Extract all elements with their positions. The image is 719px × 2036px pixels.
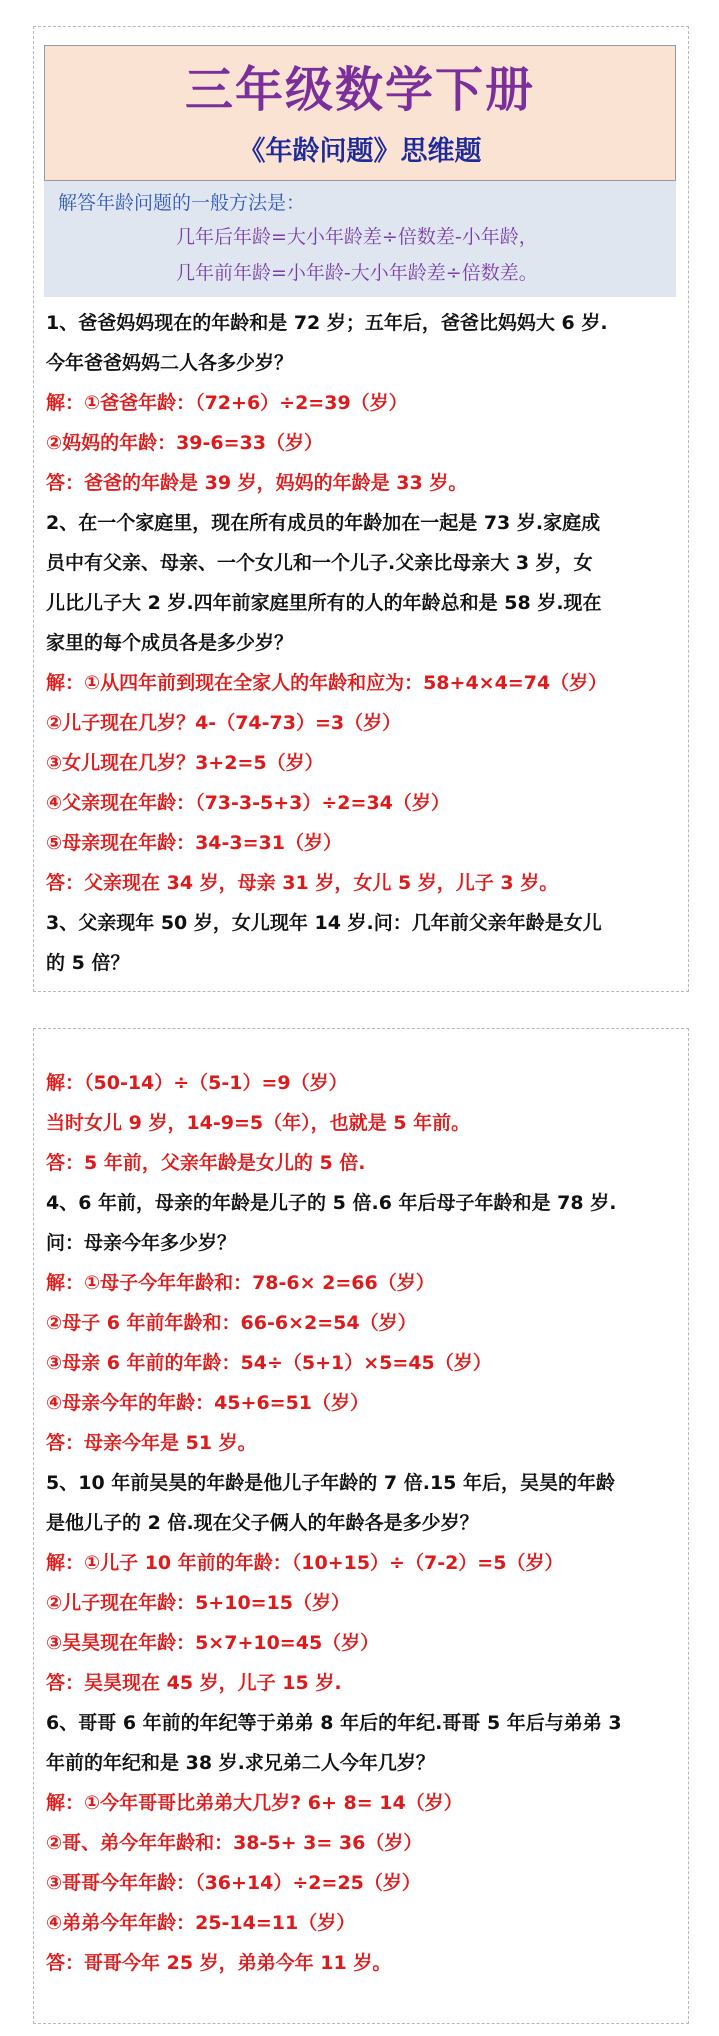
line-text: 答：5 年前，父亲年龄是女儿的 5 倍. (46, 1152, 366, 1174)
line-text: 解：①爸爸年龄：（72+6）÷2=39（岁） (46, 392, 408, 414)
solution-line (46, 1103, 680, 1143)
page-1-content (34, 297, 688, 983)
worksheet-page-2 (33, 1028, 689, 2024)
question-line (46, 1183, 680, 1223)
line-text: 员中有父亲、母亲、一个女儿和一个儿子.父亲比母亲大 3 岁，女 (46, 552, 593, 574)
question-line (46, 503, 680, 543)
title-banner (44, 45, 676, 181)
line-text: 问：母亲今年多少岁？ (46, 1232, 237, 1254)
question-line (46, 1223, 680, 1263)
line-text: ②儿子现在几岁？4-（74-73）=3（岁） (46, 712, 402, 734)
solution-line (46, 703, 680, 743)
question-line (46, 623, 680, 663)
solution-line (46, 1863, 680, 1903)
solution-line (46, 1143, 680, 1183)
line-text: 答：吴昊现在 45 岁，儿子 15 岁. (46, 1672, 342, 1694)
solution-line (46, 863, 680, 903)
question-line (46, 1463, 680, 1503)
question-line (46, 303, 680, 343)
line-text: 1、爸爸妈妈现在的年龄和是 72 岁；五年后，爸爸比妈妈大 6 岁. (46, 312, 608, 334)
solution-line (46, 1343, 680, 1383)
line-text: ②母子 6 年前年龄和：66-6×2=54（岁） (46, 1312, 417, 1334)
line-text: 答：爸爸的年龄是 39 岁，妈妈的年龄是 33 岁。 (46, 472, 468, 494)
solution-line (46, 1783, 680, 1823)
question-line (46, 1503, 680, 1543)
page-title: 三年级数学下册 (184, 62, 535, 118)
line-text: 4、6 年前，母亲的年龄是儿子的 5 倍.6 年后母子年龄和是 78 岁. (46, 1192, 617, 1214)
solution-line (46, 1383, 680, 1423)
method-formula-1: 几年后年龄=大小年龄差÷倍数差-小年龄， (176, 226, 538, 248)
question-line (46, 1743, 680, 1783)
line-text: 答：母亲今年是 51 岁。 (46, 1432, 257, 1454)
solution-line (46, 1943, 680, 1983)
solution-line (46, 1823, 680, 1863)
line-text: 是他儿子的 2 倍.现在父子俩人的年龄各是多少岁？ (46, 1512, 479, 1534)
question-line (46, 343, 680, 383)
question-line (46, 543, 680, 583)
line-text: ②儿子现在年龄：5+10=15（岁） (46, 1592, 351, 1614)
question-line (46, 583, 680, 623)
line-text: 今年爸爸妈妈二人各多少岁？ (46, 352, 294, 374)
method-heading: 解答年龄问题的一般方法是： (58, 192, 306, 214)
line-text: ④父亲现在年龄：（73-3-5+3）÷2=34（岁） (46, 792, 450, 814)
solution-line (46, 1903, 680, 1943)
question-line (46, 1703, 680, 1743)
method-box (44, 181, 676, 297)
worksheet-page-1 (33, 26, 689, 992)
line-text: ④母亲今年的年龄：45+6=51（岁） (46, 1392, 370, 1414)
solution-line (46, 1623, 680, 1663)
line-text: 的 5 倍？ (46, 952, 130, 974)
solution-line (46, 463, 680, 503)
line-text: ③女儿现在几岁？3+2=5（岁） (46, 752, 324, 774)
question-line (46, 943, 680, 983)
solution-line (46, 1663, 680, 1703)
solution-line (46, 383, 680, 423)
line-text: ②妈妈的年龄：39-6=33（岁） (46, 432, 323, 454)
line-text: 解：①今年哥哥比弟弟大几岁? 6+ 8= 14（岁） (46, 1792, 463, 1814)
line-text: ③吴昊现在年龄：5×7+10=45（岁） (46, 1632, 380, 1654)
line-text: 解：①母子今年年龄和：78-6× 2=66（岁） (46, 1272, 435, 1294)
solution-line (46, 743, 680, 783)
page-2-content (34, 1029, 688, 1983)
solution-line (46, 423, 680, 463)
solution-line (46, 1303, 680, 1343)
line-text: 当时女儿 9 岁，14-9=5（年），也就是 5 年前。 (46, 1112, 471, 1134)
line-text: 儿比儿子大 2 岁.四年前家庭里所有的人的年龄总和是 58 岁.现在 (46, 592, 602, 614)
line-text: ④弟弟今年年龄：25-14=11（岁） (46, 1912, 356, 1934)
solution-line (46, 783, 680, 823)
solution-line (46, 1423, 680, 1463)
line-text: 答：父亲现在 34 岁，母亲 31 岁，女儿 5 岁，儿子 3 岁。 (46, 872, 559, 894)
question-line (46, 903, 680, 943)
solution-line (46, 1583, 680, 1623)
line-text: ⑤母亲现在年龄：34-3=31（岁） (46, 832, 342, 854)
line-text: 家里的每个成员各是多少岁？ (46, 632, 294, 654)
line-text: ③母亲 6 年前的年龄：54÷（5+1）×5=45（岁） (46, 1352, 492, 1374)
page-subtitle: 《年龄问题》思维题 (238, 136, 482, 167)
line-text: 答：哥哥今年 25 岁，弟弟今年 11 岁。 (46, 1952, 392, 1974)
line-text: 解：①儿子 10 年前的年龄：（10+15）÷（7-2）=5（岁） (46, 1552, 564, 1574)
line-text: 解：（50-14）÷（5-1）=9（岁） (46, 1072, 348, 1094)
line-text: 5、10 年前吴昊的年龄是他儿子年龄的 7 倍.15 年后，吴昊的年龄 (46, 1472, 615, 1494)
line-text: 6、哥哥 6 年前的年纪等于弟弟 8 年后的年纪.哥哥 5 年后与弟弟 3 (46, 1712, 622, 1734)
line-text: 2、在一个家庭里，现在所有成员的年龄加在一起是 73 岁.家庭成 (46, 512, 601, 534)
line-text: 3、父亲现年 50 岁，女儿现年 14 岁.问：几年前父亲年龄是女儿 (46, 912, 602, 934)
line-text: 年前的年纪和是 38 岁.求兄弟二人今年几岁？ (46, 1752, 435, 1774)
solution-line (46, 1063, 680, 1103)
solution-line (46, 1263, 680, 1303)
line-text: ③哥哥今年年龄：（36+14）÷2=25（岁） (46, 1872, 421, 1894)
solution-line (46, 663, 680, 703)
solution-line (46, 823, 680, 863)
line-text: ②哥、弟今年年龄和：38-5+ 3= 36（岁） (46, 1832, 423, 1854)
solution-line (46, 1543, 680, 1583)
method-formula-2: 几年前年龄=小年龄-大小年龄差÷倍数差。 (176, 262, 538, 284)
line-text: 解：①从四年前到现在全家人的年龄和应为：58+4×4=74（岁） (46, 672, 608, 694)
